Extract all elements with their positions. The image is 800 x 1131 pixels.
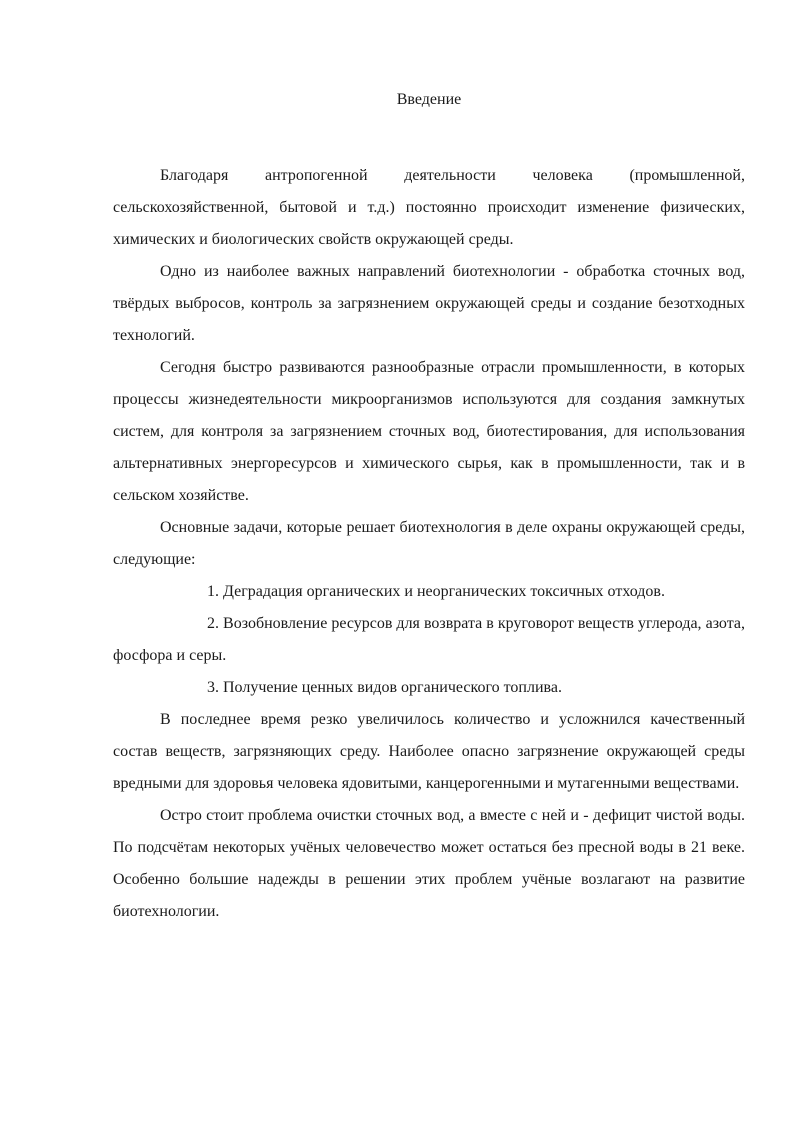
document-page: [113, 84, 745, 928]
paragraph: Основные задачи, которые решает биотехнология в деле охраны окружающей среды, следующие:: [113, 519, 745, 568]
paragraph: Сегодня быстро развиваются разнообразные отрасли промышленности, в которых процессы жизнедеятельности микроорганизмов используются для создания замкнутых систем, для контроля за загрязнением сточных вод, биотестирования, для использования альтернативных энергоресурсов и химического сырья, как в промышленности, так и в сельском хозяйстве.: [113, 359, 745, 504]
list-item-text: Возобновление ресурсов для возврата в круговорот веществ углерода, азота, фосфора и серы.: [113, 615, 746, 664]
list-item: [113, 672, 745, 704]
list-item-number: 3.: [207, 679, 219, 696]
paragraph: Благодаря антропогенной деятельности человека (промышленной, сельскохозяйственной, бытовой и т.д.) постоянно происходит изменение физических, химических и биологических свойств окружающей среды.: [113, 167, 745, 248]
paragraph: Остро стоит проблема очистки сточных вод, а вместе с ней и - дефицит чистой воды. По подсчётам некоторых учёных человечество может остаться без пресной воды в 21 веке. Особенно большие надежды в решении этих проблем учёные возлагают на развитие биотехнологии.: [113, 807, 745, 920]
list-item-text: Деградация органических и неорганических токсичных отходов.: [223, 583, 665, 600]
list-item-number: 1.: [207, 583, 219, 600]
list-item: [113, 608, 745, 672]
paragraph: В последнее время резко увеличилось количество и усложнился качественный состав веществ, загрязняющих среду. Наиболее опасно загрязнение окружающей среды вредными для здоровья человека ядовитыми, канцерогенными и мутагенными веществами.: [113, 711, 745, 792]
list-item: [113, 576, 745, 608]
document-title: Введение: [396, 91, 462, 108]
list-item-text: Получение ценных видов органического топлива.: [223, 679, 562, 696]
list-item-number: 2.: [207, 615, 219, 632]
paragraph: Одно из наиболее важных направлений биотехнологии - обработка сточных вод, твёрдых выбросов, контроль за загрязнением окружающей среды и создание безотходных технологий.: [113, 263, 745, 344]
